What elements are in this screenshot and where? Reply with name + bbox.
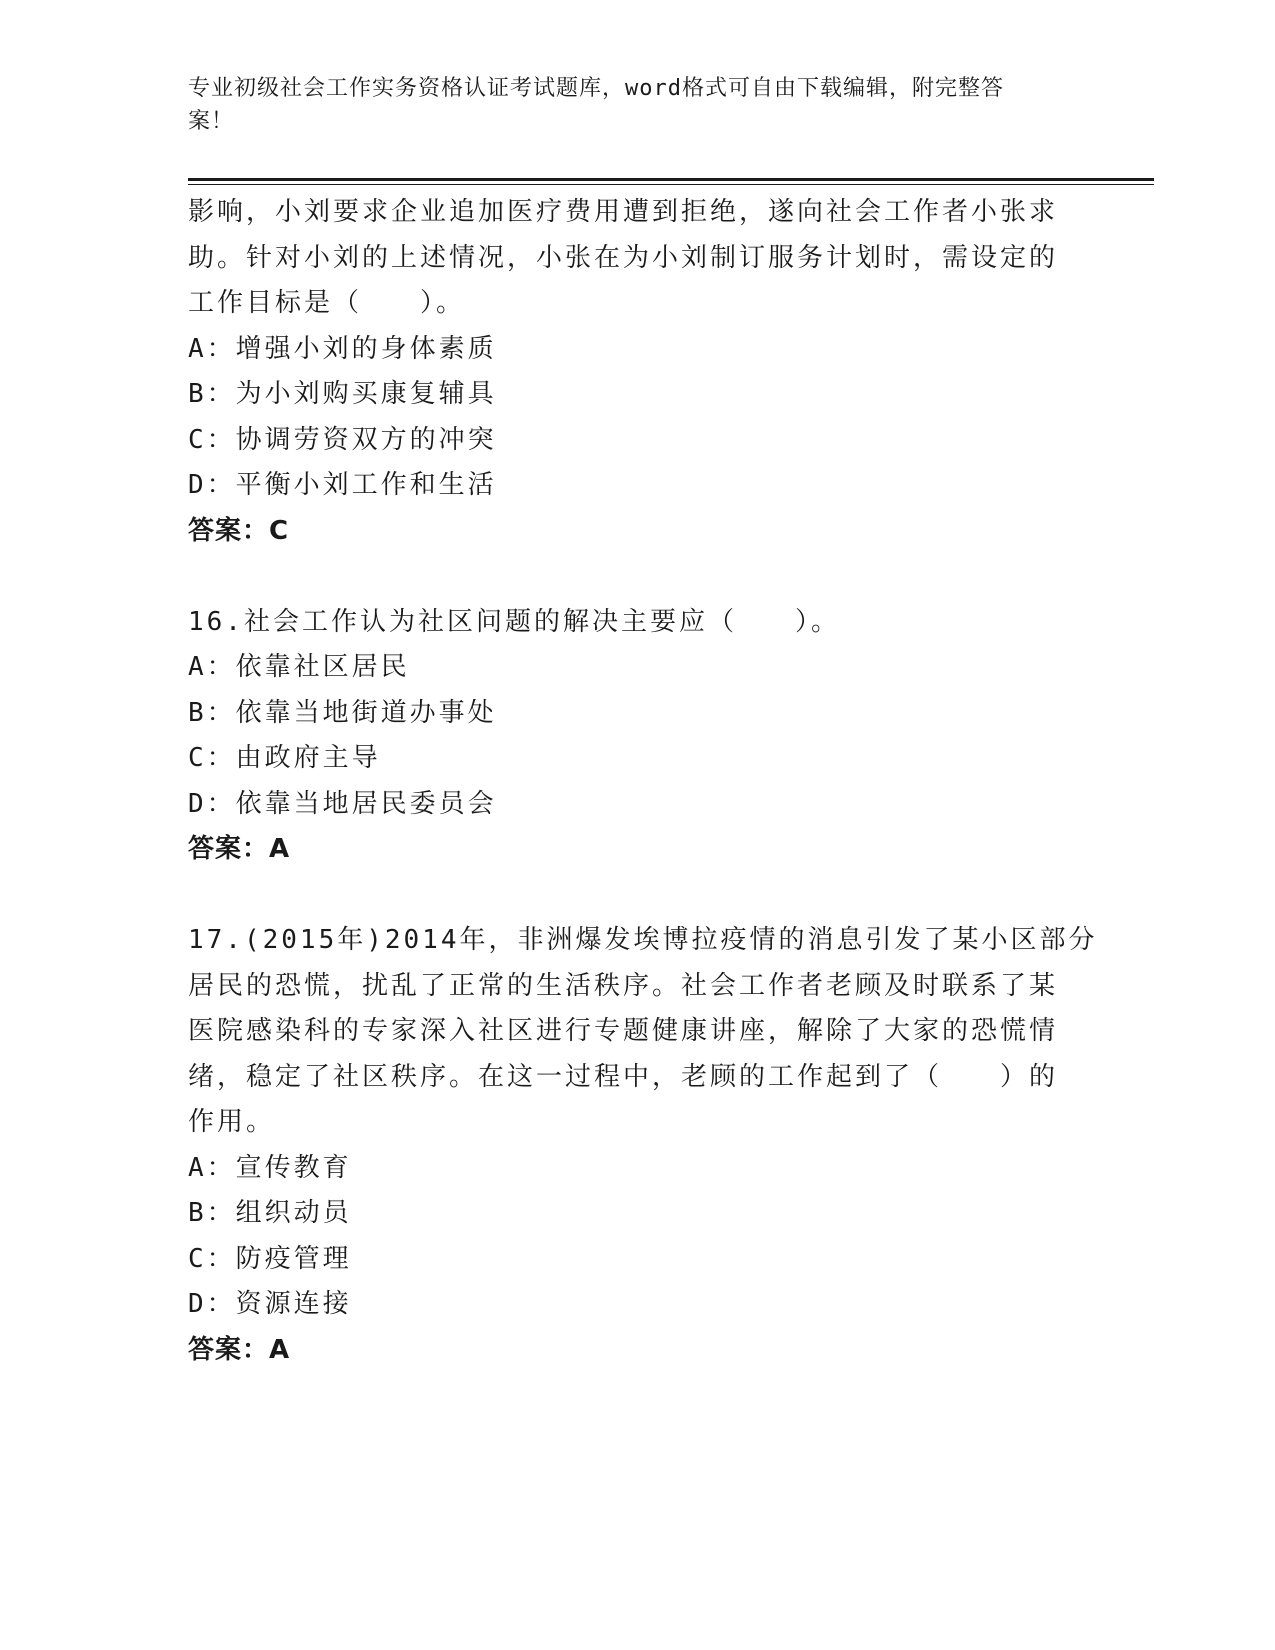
option-a: A：宣传教育 (188, 1152, 352, 1183)
page-header (188, 72, 1068, 138)
option-d: D：依靠当地居民委员会 (188, 788, 497, 819)
header-line-2: 案！ (188, 109, 235, 134)
spacer (188, 873, 1068, 919)
question-16 (188, 600, 1068, 873)
header-line-1: 专业初级社会工作实务资格认证考试题库，word格式可自由下载编辑，附完整答 (188, 76, 1004, 101)
option-c: C：协调劳资双方的冲突 (188, 424, 497, 455)
option-b: B：组织动员 (188, 1198, 352, 1228)
header-divider-thick (188, 178, 1154, 181)
question-stem-line: 医院感染科的专家深入社区进行专题健康讲座，解除了大家的恐慌情 (188, 1016, 1059, 1046)
answer-line: 答案：A (188, 1334, 291, 1365)
question-stem-line: 影响，小刘要求企业追加医疗费用遭到拒绝，遂向社会工作者小张求 (188, 197, 1059, 227)
option-a: A：依靠社区居民 (188, 652, 410, 682)
question-15 (188, 190, 1068, 554)
question-stem-line: 工作目标是（ ）。 (188, 288, 466, 318)
question-stem-line: 17.(2015年)2014年，非洲爆发埃博拉疫情的消息引发了某小区部分 (188, 925, 1098, 955)
header-divider-thin (188, 184, 1154, 185)
question-stem-line: 16.社会工作认为社区问题的解决主要应（ ）。 (188, 606, 840, 637)
question-list (188, 190, 1098, 1373)
option-d: D：资源连接 (188, 1289, 352, 1319)
option-c: C：防疫管理 (188, 1243, 352, 1274)
spacer (188, 554, 1068, 600)
question-17 (188, 918, 1098, 1373)
question-stem-line: 居民的恐慌，扰乱了正常的生活秩序。社会工作者老顾及时联系了某 (188, 970, 1059, 1001)
question-stem-line: 绪，稳定了社区秩序。在这一过程中，老顾的工作起到了（ ）的 (188, 1061, 1059, 1092)
option-b: B：为小刘购买康复辅具 (188, 379, 497, 409)
option-d: D：平衡小刘工作和生活 (188, 470, 497, 500)
option-c: C：由政府主导 (188, 743, 381, 773)
answer-line: 答案：C (188, 515, 290, 546)
answer-line: 答案：A (188, 834, 291, 864)
option-b: B：依靠当地街道办事处 (188, 697, 497, 728)
question-stem-line: 助。针对小刘的上述情况，小张在为小刘制订服务计划时，需设定的 (188, 242, 1059, 273)
option-a: A：增强小刘的身体素质 (188, 333, 497, 364)
question-stem-line: 作用。 (188, 1107, 276, 1137)
